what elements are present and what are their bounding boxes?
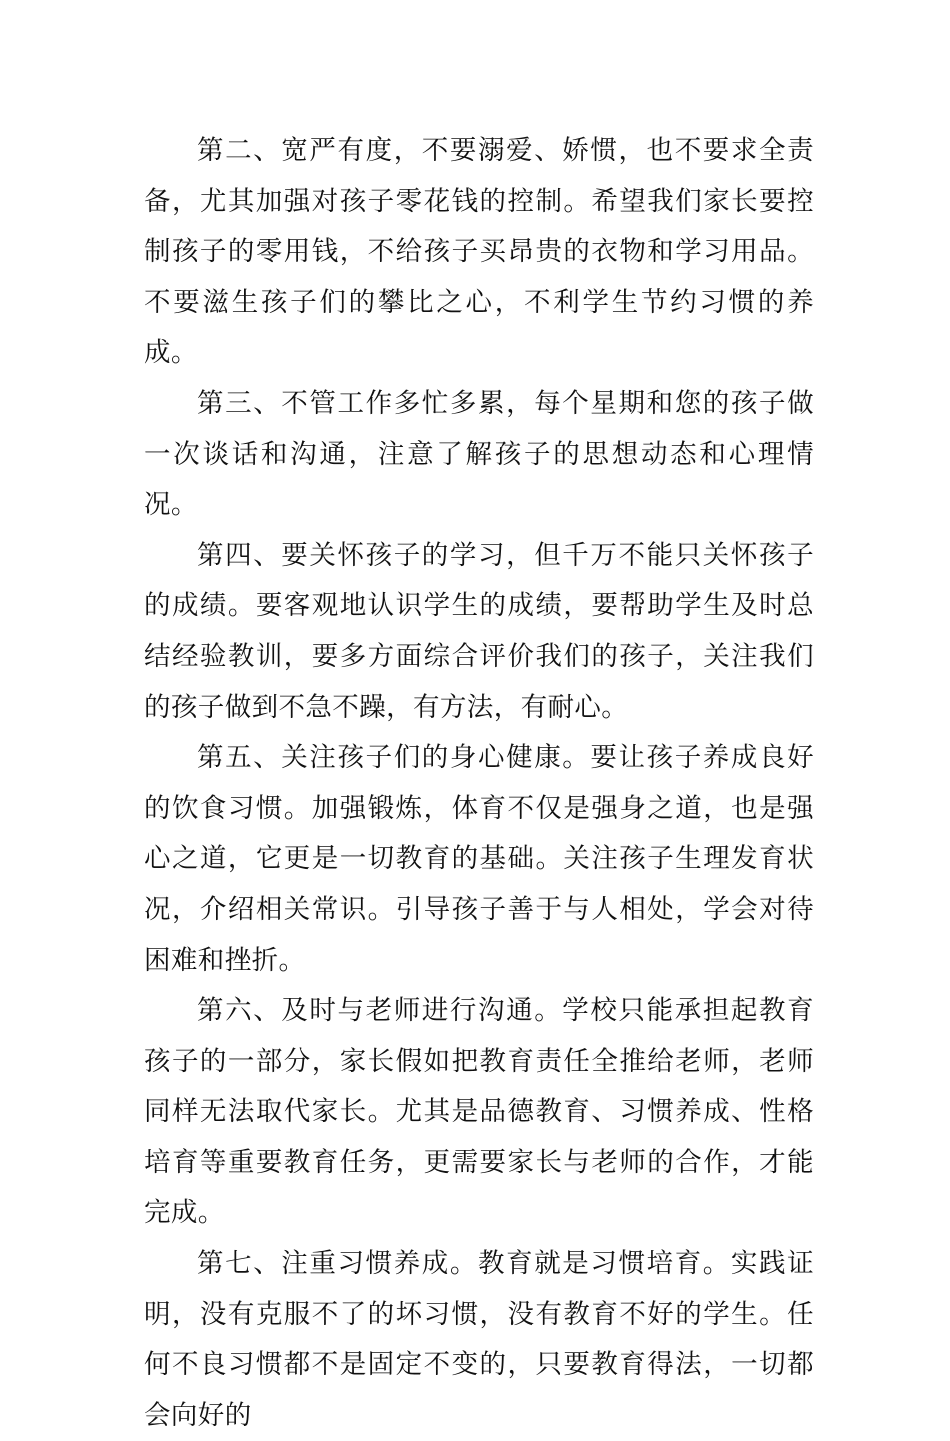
document-body bbox=[144, 126, 814, 1441]
paragraph-7: 第七、注重习惯养成。教育就是习惯培育。实践证明，没有克服不了的坏习惯，没有教育不好的学生。任何不良习惯都不是固定不变的，只要教育得法，一切都会向好的 bbox=[144, 1248, 814, 1431]
paragraph-5: 第五、关注孩子们的身心健康。要让孩子养成良好的饮食习惯。加强锻炼，体育不仅是强身之道，也是强心之道，它更是一切教育的基础。关注孩子生理发育状况，介绍相关常识。引导孩子善于与人相处，学会对待困难和挫折。 bbox=[144, 742, 814, 976]
paragraph-3: 第三、不管工作多忙多累，每个星期和您的孩子做一次谈话和沟通，注意了解孩子的思想动态和心理情况。 bbox=[144, 387, 814, 521]
paragraph-4: 第四、要关怀孩子的学习，但千万不能只关怀孩子的成绩。要客观地认识学生的成绩，要帮助学生及时总结经验教训，要多方面综合评价我们的孩子，关注我们的孩子做到不急不躁，有方法，有耐心。 bbox=[144, 539, 814, 723]
paragraph-6: 第六、及时与老师进行沟通。学校只能承担起教育孩子的一部分，家长假如把教育责任全推给老师，老师同样无法取代家长。尤其是品德教育、习惯养成、性格培育等重要教育任务，更需要家长与老师的合作，才能完成。 bbox=[144, 995, 814, 1229]
paragraph-2: 第二、宽严有度，不要溺爱、娇惯，也不要求全责备，尤其加强对孩子零花钱的控制。希望我们家长要控制孩子的零用钱，不给孩子买昂贵的衣物和学习用品。不要滋生孩子们的攀比之心，不利学生节约习惯的养成。 bbox=[144, 135, 814, 369]
